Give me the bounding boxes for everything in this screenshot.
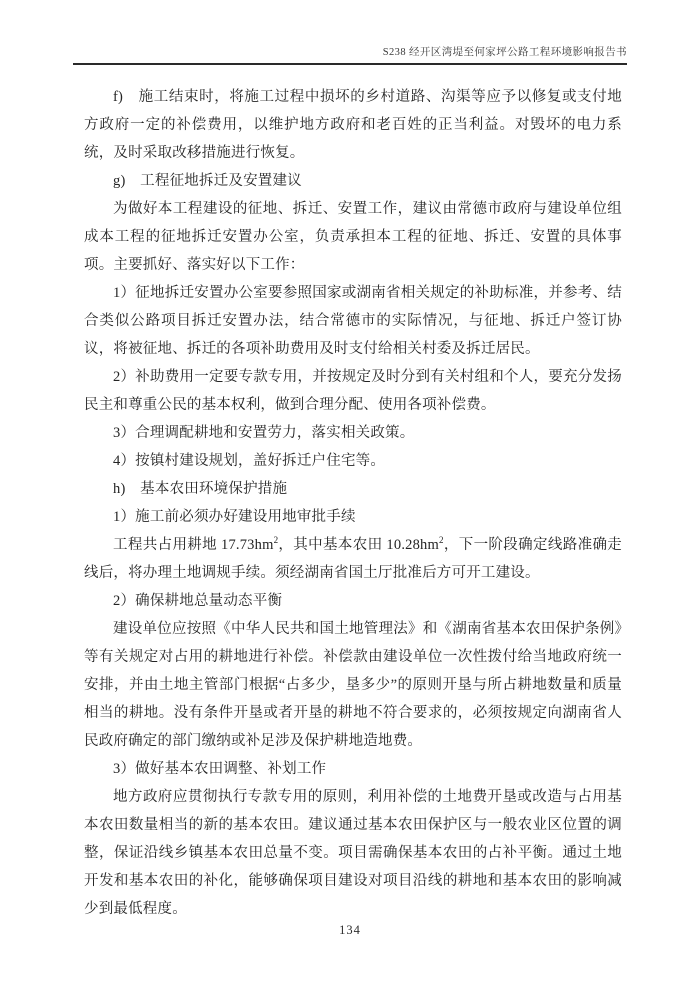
paragraph-text: ，其中基本农田 10.28hm [278,537,439,553]
paragraph [84,531,622,587]
paragraph-text: 工程共占用耕地 17.73hm [113,537,274,553]
page-footer [0,921,700,939]
page-header [73,44,627,65]
paragraph-text: ，下一阶段确定线路准确走线后，将办理土地调规手续。须经湖南省国土厅批准后方可开工建设。 [84,537,623,581]
paragraph: 4）按镇村建设规划，盖好拆迁户住宅等。 [113,453,386,469]
paragraph: 1）施工前必须办好建设用地审批手续 [113,509,356,525]
paragraph: 为做好本工程建设的征地、拆迁、安置工作，建议由常德市政府与建设单位组成本工程的征地拆迁安置办公室，负责承担本工程的征地、拆迁、安置的具体事项。主要抓好、落实好以下工作： [84,201,622,273]
paragraph: f) 施工结束时，将施工过程中损坏的乡村道路、沟渠等应予以修复或支付地方政府一定的补偿费用，以维护地方政府和老百姓的正当利益。对毁坏的电力系统，及时采取改移措施进行恢复。 [84,89,622,161]
superscript: 2 [273,535,279,546]
paragraph: 建设单位应按照《中华人民共和国土地管理法》和《湖南省基本农田保护条例》等有关规定对占用的耕地进行补偿。补偿款由建设单位一次性拨付给当地政府统一安排，并由土地主管部门根据“占多少，垦多少”的原则开垦与所占耕地数量和质量相当的耕地。没有条件开垦或者开垦的耕地不符合要求的，必须按规定向湖南省人民政府确定的部门缴纳或补足涉及保护耕地造地费。 [84,621,622,749]
page-number: 134 [339,923,361,937]
paragraph: h) 基本农田环境保护措施 [113,481,288,497]
paragraph: 2）确保耕地总量动态平衡 [113,593,283,609]
paragraph: 2）补助费用一定要专款专用，并按规定及时分到有关村组和个人，要充分发扬民主和尊重公民的基本权利，做到合理分配、使用各项补偿费。 [84,369,622,413]
document-body [84,83,622,923]
superscript: 2 [438,535,444,546]
header-title: S238 经开区湾堤至何家坪公路工程环境影响报告书 [382,47,627,58]
paragraph: 3）合理调配耕地和安置劳力，落实相关政策。 [113,425,415,441]
paragraph: 地方政府应贯彻执行专款专用的原则，利用补偿的土地费开垦或改造与占用基本农田数量相当的新的基本农田。建议通过基本农田保护区与一般农业区位置的调整，保证沿线乡镇基本农田总量不变。项目需确保基本农田的占补平衡。通过土地开发和基本农田的补化，能够确保项目建设对项目沿线的耕地和基本农田的影响减少到最低程度。 [84,789,622,917]
header-rule [73,63,627,65]
paragraph: 1）征地拆迁安置办公室要参照国家或湖南省相关规定的补助标准，并参考、结合类似公路项目拆迁安置办法，结合常德市的实际情况，与征地、拆迁户签订协议，将被征地、拆迁的各项补助费用及时支付给相关村委及拆迁居民。 [84,285,622,357]
paragraph: g) 工程征地拆迁及安置建议 [113,173,302,189]
paragraph: 3）做好基本农田调整、补划工作 [113,761,327,777]
